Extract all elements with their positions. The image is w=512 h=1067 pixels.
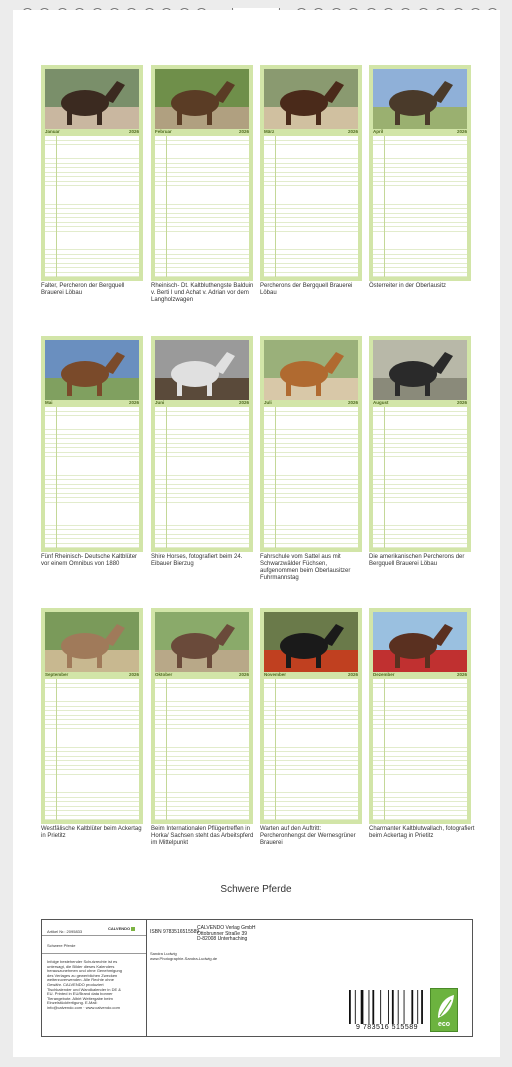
horse-photo: [45, 69, 139, 129]
photo-caption: Fünf Rheinisch- Deutsche Kaltblüter vor einem Omnibus von 1880: [41, 554, 138, 567]
photo-caption: Beim Internationalen Pflügertreffen in Horka/ Sachsen steht das Arbeitspferd im Mittelpunkt: [151, 826, 254, 846]
month-name: Juni: [155, 400, 165, 405]
day-grid: [45, 136, 139, 277]
month-5: [41, 336, 143, 568]
month-3: [260, 65, 362, 297]
photo-caption: Falter, Percheron der Bergquell Brauerei Löbau: [41, 283, 125, 296]
product-info-box: [42, 920, 147, 1036]
month-name: August: [373, 400, 389, 405]
month-name: März: [264, 129, 275, 134]
month-8: [369, 336, 471, 568]
month-year: 2026: [456, 129, 467, 134]
month-year: 2026: [347, 400, 358, 405]
month-name: Januar: [45, 129, 60, 134]
photo-caption: Fahrschule vom Sattel aus mit Schwarzwälder Füchsen, aufgenommen beim Oberlausitzer Fuhrmannstag: [260, 554, 351, 581]
day-grid: [155, 136, 249, 277]
calvendo-logo: CALVENDO: [108, 926, 135, 931]
month-2: [151, 65, 253, 304]
barcode-number: 9 783516 515589: [347, 1024, 427, 1031]
horse-photo: [264, 340, 358, 400]
photo-caption: Westfälische Kaltblüter beim Ackertag in Prietitz: [41, 826, 142, 839]
month-year: 2026: [128, 400, 139, 405]
month-year: 2026: [238, 672, 249, 677]
month-card: [260, 336, 362, 552]
isbn: ISBN 9783516515589: [150, 929, 200, 935]
month-11: [260, 608, 362, 847]
month-year: 2026: [128, 672, 139, 677]
month-year: 2026: [347, 129, 358, 134]
month-name: November: [264, 672, 287, 677]
horse-photo: [264, 69, 358, 129]
month-name: April: [373, 129, 384, 134]
month-year: 2026: [238, 400, 249, 405]
month-card: [369, 65, 471, 281]
article-number: Artikel Nr.: 2095833: [47, 929, 83, 934]
day-grid: [264, 679, 358, 820]
author-credit: Sandra Ludwig www.Photographie-Sandra-Ludwig.de: [150, 951, 218, 961]
month-card: [151, 336, 253, 552]
day-grid: [264, 407, 358, 548]
photo-caption: Percherons der Bergquell Brauerei Löbau: [260, 283, 353, 296]
month-10: [151, 608, 253, 847]
month-name: Dezember: [373, 672, 395, 677]
month-card: [369, 336, 471, 552]
horse-photo: [45, 340, 139, 400]
horse-photo: [373, 340, 467, 400]
month-name: Juli: [264, 400, 272, 405]
calendar-title: Schwere Pferde: [220, 884, 292, 895]
photo-caption: Warten auf den Auftritt: Percheronhengst der Wernesgrüner Brauerei: [260, 826, 356, 846]
month-9: [41, 608, 143, 840]
month-12: [369, 608, 475, 840]
day-grid: [45, 407, 139, 548]
horse-photo: [373, 612, 467, 672]
month-year: 2026: [128, 129, 139, 134]
month-6: [151, 336, 253, 568]
month-year: 2026: [238, 129, 249, 134]
eco-label-icon: eco: [430, 988, 458, 1032]
month-card: [151, 608, 253, 824]
month-card: [260, 608, 362, 824]
photo-caption: Rheinisch- Dt. Kaltbluthengste Balduin v. Berti I und Achat v. Adrian vor dem Langholzwagen: [151, 283, 254, 303]
legal-text: Infolge bestehender Schutzrechte ist es untersagt, die Bilder dieses Kalenders herauszunehmen und ohne Genehmigung des Verlages zu gewerblichen Zwecken weiterzuverwenden. Alle Rechte ohne Gewähr. CALVENDO produziert Tischkalender und Wandkalender in DE & EU. Printed in EU/Brand data bonner Tierangebote. Albirt Weitergabe beim Einzelstückfertigung. E-Mail: info@calvendo.com · www.calvendo.com: [47, 959, 122, 1010]
month-4: [369, 65, 471, 290]
horse-photo: [155, 340, 249, 400]
horse-photo: [155, 612, 249, 672]
month-7: [260, 336, 362, 582]
horse-photo: [373, 69, 467, 129]
month-year: 2026: [347, 672, 358, 677]
day-grid: [155, 679, 249, 820]
month-name: September: [45, 672, 69, 677]
month-card: [151, 65, 253, 281]
month-year: 2026: [456, 672, 467, 677]
month-year: 2026: [456, 400, 467, 405]
month-card: [41, 336, 143, 552]
day-grid: [373, 407, 467, 548]
photo-caption: Shire Horses, fotografiert beim 24. Eibauer Bierzug: [151, 554, 243, 567]
horse-photo: [264, 612, 358, 672]
month-name: Mai: [45, 400, 53, 405]
horse-photo: [45, 612, 139, 672]
day-grid: [45, 679, 139, 820]
month-name: Oktober: [155, 672, 173, 677]
product-title: Schwere Pferde: [47, 943, 76, 948]
month-name: Februar: [155, 129, 172, 134]
day-grid: [373, 136, 467, 277]
photo-caption: Österreiter in der Oberlausitz: [369, 283, 447, 289]
horse-photo: [155, 69, 249, 129]
publisher-address: CALVENDO Verlag GmbH Ottobrunner Straße 39 D-82008 Unterhaching: [197, 925, 256, 943]
photo-caption: Die amerikanischen Percherons der Bergquell Brauerei Löbau: [369, 554, 465, 567]
month-card: [260, 65, 362, 281]
month-card: [369, 608, 471, 824]
month-1: [41, 65, 143, 297]
back-info-panel: [41, 919, 473, 1037]
month-card: [41, 608, 143, 824]
day-grid: [155, 407, 249, 548]
month-card: [41, 65, 143, 281]
photo-caption: Charmanter Kaltblutwallach, fotografiert beim Ackertag in Prietitz: [369, 826, 475, 839]
day-grid: [264, 136, 358, 277]
day-grid: [373, 679, 467, 820]
